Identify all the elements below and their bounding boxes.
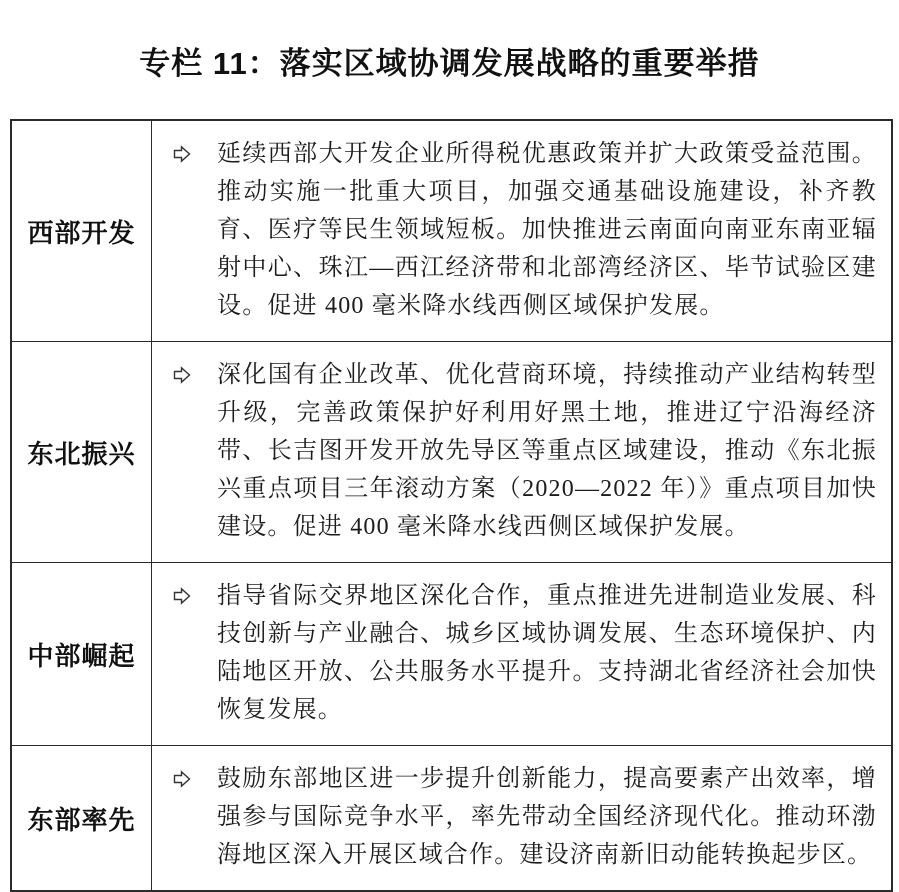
row-content-cell xyxy=(152,563,891,745)
measures-table xyxy=(10,119,893,892)
row-text: 延续西部大开发企业所得税优惠政策并扩大政策受益范围。推动实施一批重大项目，加强交通基础设施建设，补齐教育、医疗等民生领域短板。加快推进云南面向南亚东南亚辐射中心、珠江—西江经济带和北部湾经济区、毕节试验区建设。促进 400 毫米降水线西侧区域保护发展。 xyxy=(217,141,877,319)
table-row xyxy=(12,342,891,563)
arrow-right-bullet-icon xyxy=(172,365,193,385)
page-title: 专栏 11：落实区域协调发展战略的重要举措 xyxy=(139,46,760,81)
row-text: 深化国有企业改革、优化营商环境，持续推动产业结构转型升级，完善政策保护好利用好黑土地，推进辽宁沿海经济带、长吉图开发开放先导区等重点区域建设，推动《东北振兴重点项目三年滚动方案（2020—2022 年）》重点项目加快建设。促进 400 毫米降水线西侧区域保护发展。 xyxy=(217,362,877,540)
row-text: 指导省际交界地区深化合作，重点推进先进制造业发展、科技创新与产业融合、城乡区域协调发展、生态环境保护、内陆地区开放、公共服务水平提升。支持湖北省经济社会加快恢复发展。 xyxy=(217,583,877,723)
arrow-right-bullet-icon xyxy=(172,769,193,789)
table-row xyxy=(12,746,891,890)
row-content-cell xyxy=(152,342,891,562)
row-label-east-lead: 东部率先 xyxy=(12,746,152,890)
row-content-cell xyxy=(152,746,891,890)
table-row xyxy=(12,563,891,746)
arrow-right-bullet-icon xyxy=(172,144,193,164)
row-content-cell xyxy=(152,121,891,341)
row-label-northeast-revitalization: 东北振兴 xyxy=(12,342,152,562)
row-text: 鼓励东部地区进一步提升创新能力，提高要素产出效率，增强参与国际竞争水平，率先带动全国经济现代化。推动环渤海地区深入开展区域合作。建设济南新旧动能转换起步区。 xyxy=(217,766,877,868)
row-label-west-development: 西部开发 xyxy=(12,121,152,341)
row-label-central-rise: 中部崛起 xyxy=(12,563,152,745)
arrow-right-bullet-icon xyxy=(172,586,193,606)
table-row xyxy=(12,121,891,342)
